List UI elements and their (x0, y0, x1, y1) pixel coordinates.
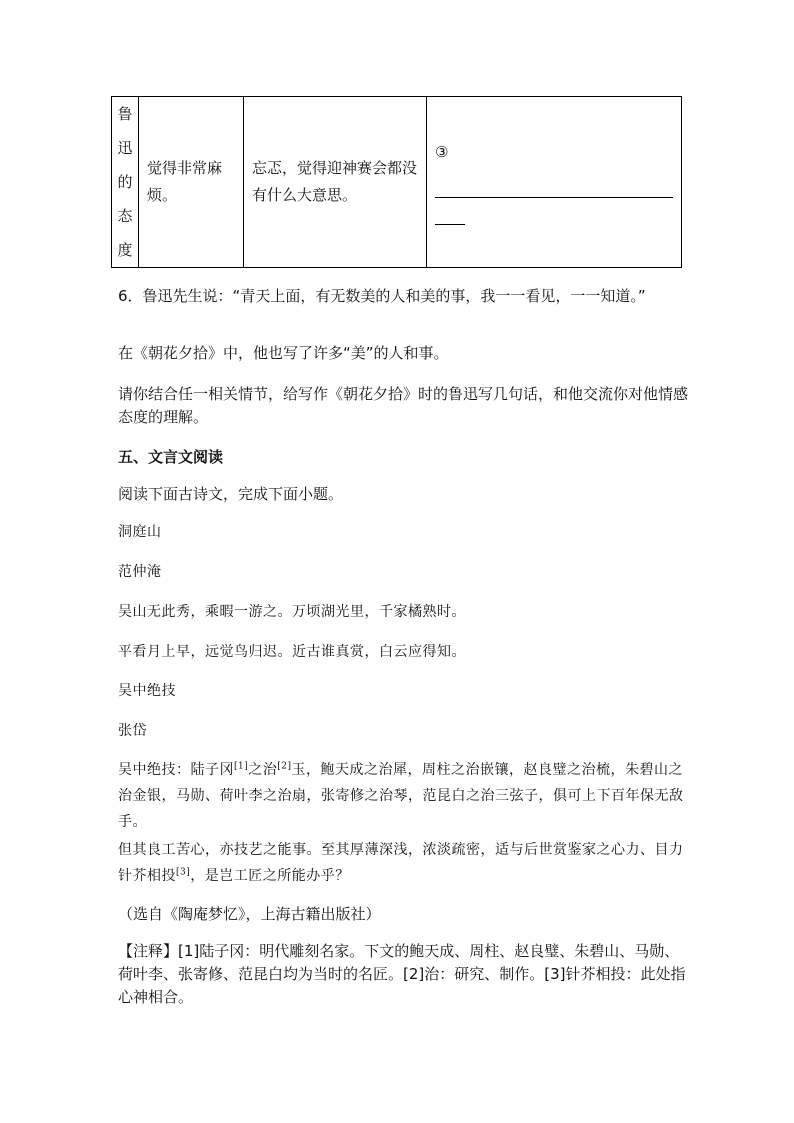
question-6-text: 6．鲁迅先生说：“青天上面，有无数美的人和美的事，我一一看见，一一知道。” (118, 287, 646, 305)
row-header-char: 度 (117, 241, 133, 259)
row-header-char: 鲁 (117, 105, 133, 123)
answer-blank-line[interactable] (435, 198, 465, 225)
row-header-char: 态 (117, 207, 133, 225)
table-cell: 忘忑，觉得迎神赛会都没有什么大意思。 (244, 97, 427, 268)
answer-cell (427, 97, 682, 268)
row-header-cell (112, 97, 139, 268)
essay-author: 张岱 (118, 723, 147, 739)
poem-title: 洞庭山 (118, 524, 162, 540)
source-citation: （选自《陶庵梦忆》，上海古籍出版社） (118, 905, 381, 923)
attitude-table (111, 96, 682, 268)
poem-line: 平看月上早，远觉鸟归迟。近古谁真赏，白云应得知。 (118, 644, 466, 660)
question-6-context: 在《朝花夕拾》中，他也写了许多“美”的人和事。 (118, 344, 449, 362)
section-heading: 五、文言文阅读 (118, 448, 224, 466)
row-header-char: 的 (117, 173, 133, 191)
answer-blank-line[interactable] (435, 171, 673, 198)
section-instruction: 阅读下面古诗文，完成下面小题。 (118, 485, 344, 503)
table-row (112, 97, 682, 268)
row-header-char: 迅 (117, 139, 133, 157)
note-label: 【注释】 (118, 942, 179, 960)
poem-line: 吴山无此秀，乘暇一游之。万顷湖光里，千家橘熟时。 (118, 604, 466, 620)
blank-marker: ③ (435, 143, 449, 161)
essay-paragraph: 吴中绝技：陆子冈[1]之治[2]玉，鲍天成之治犀，周柱之治嵌镶，赵良璧之治梳，朱碧山之治金银，马勋、荷叶李之治扇，张寄修之治琴，范昆白之治三弦子，俱可上下百年保无敌手。 (118, 761, 684, 830)
essay-title: 吴中绝技 (118, 683, 176, 699)
poem-author: 范仲淹 (118, 564, 162, 580)
note-text: [1]陆子冈：明代雕刻名家。下文的鲍天成、周柱、赵良璧、朱碧山、马勋、荷叶李、张寄修、范昆白均为当时的名匠。[2]治：研究、制作。[3]针芥相投：此处指心神相合。 (118, 942, 686, 1006)
annotation-notes (118, 940, 688, 1009)
table-cell: 觉得非常麻烦。 (139, 97, 244, 268)
essay-paragraph: 但其良工苦心，亦技艺之能事。至其厚薄深浅，浓淡疏密，适与后世赏鉴家之心力、目力针芥相投[3]，是岂工匠之所能办乎？ (118, 842, 684, 884)
question-6-prompt: 请你结合任一相关情节，给写作《朝花夕拾》时的鲁迅写几句话，和他交流你对他情感态度的理解。 (118, 385, 689, 426)
